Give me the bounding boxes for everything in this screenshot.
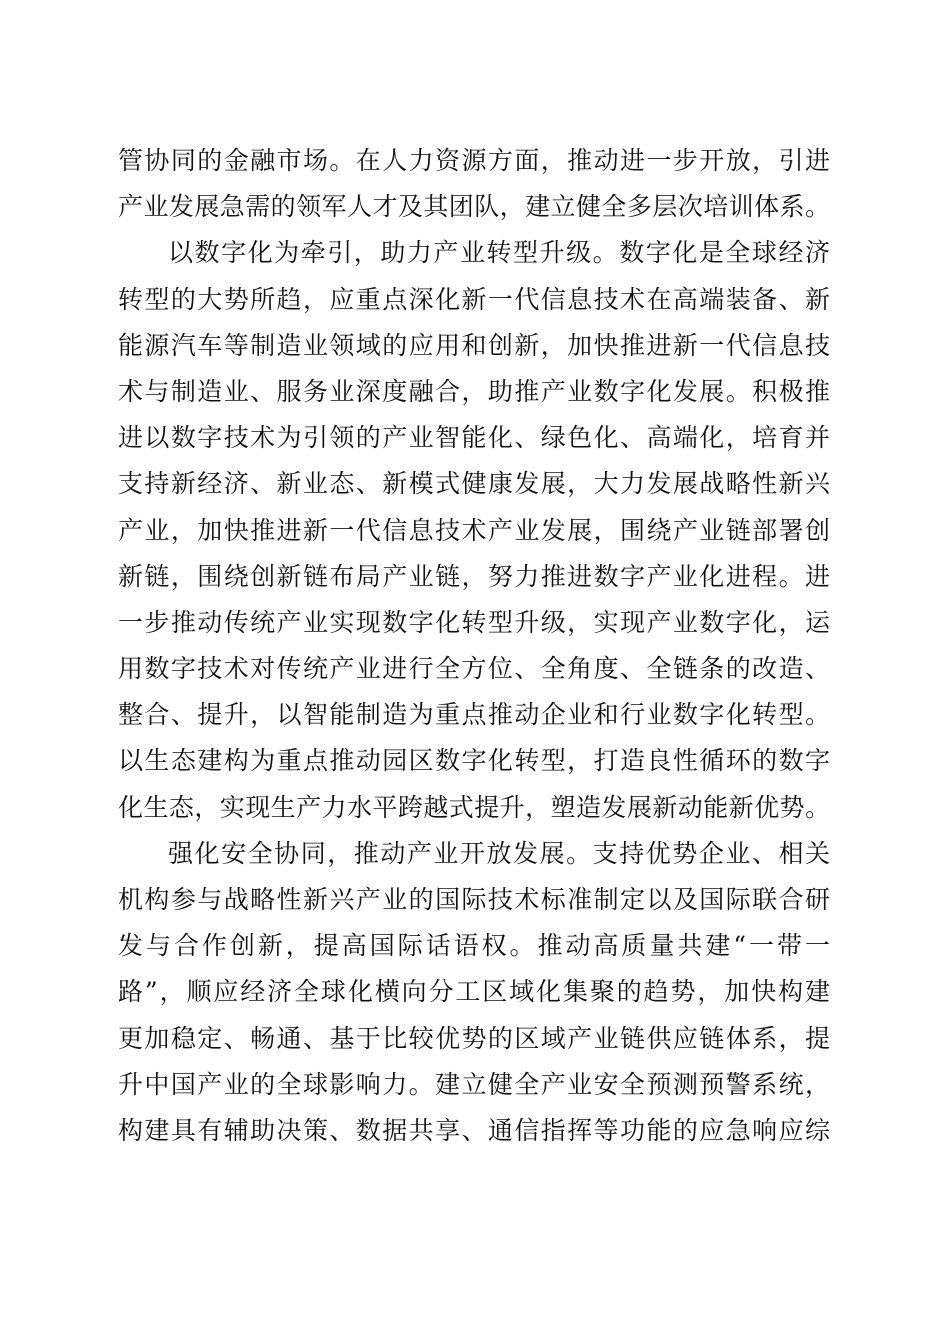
text-line: 发与合作创新，提高国际话语权。推动高质量共建“一带一 xyxy=(118,931,830,961)
text-line: 化生态，实现生产力水平跨越式提升，塑造发展新动能新优势。 xyxy=(118,792,830,822)
text-line: 转型的大势所趋，应重点深化新一代信息技术在高端装备、新 xyxy=(118,284,830,314)
text-line: 机构参与战略性新兴产业的国际技术标准制定以及国际联合研 xyxy=(118,885,830,914)
text-line: 用数字技术对传统产业进行全方位、全角度、全链条的改造、 xyxy=(118,654,830,684)
text-line: 术与制造业、服务业深度融合，助推产业数字化发展。积极推 xyxy=(118,376,830,406)
body-text xyxy=(118,138,830,1154)
paragraph-first-line: 强化安全协同，推动产业开放发展。支持优势企业、相关 xyxy=(168,838,830,868)
text-line: 路”，顺应经济全球化横向分工区域化集聚的趋势，加快构建 xyxy=(118,977,830,1007)
text-line: 升中国产业的全球影响力。建立健全产业安全预测预警系统， xyxy=(118,1069,830,1099)
text-line: 整合、提升，以智能制造为重点推动企业和行业数字化转型。 xyxy=(118,700,830,730)
text-line: 以生态建构为重点推动园区数字化转型，打造良性循环的数字 xyxy=(118,746,830,776)
text-line: 一步推动传统产业实现数字化转型升级，实现产业数字化，运 xyxy=(118,607,830,637)
text-line: 能源汽车等制造业领域的应用和创新，加快推进新一代信息技 xyxy=(118,330,830,360)
text-line: 产业发展急需的领军人才及其团队，建立健全多层次培训体系。 xyxy=(118,192,830,222)
text-line: 新链，围绕创新链布局产业链，努力推进数字产业化进程。进 xyxy=(118,561,830,591)
text-line: 产业，加快推进新一代信息技术产业发展，围绕产业链部署创 xyxy=(118,515,830,545)
text-line: 构建具有辅助决策、数据共享、通信指挥等功能的应急响应综 xyxy=(118,1115,830,1145)
text-line: 进以数字技术为引领的产业智能化、绿色化、高端化，培育并 xyxy=(118,423,830,453)
text-line: 支持新经济、新业态、新模式健康发展，大力发展战略性新兴 xyxy=(118,469,830,499)
text-line: 管协同的金融市场。在人力资源方面，推动进一步开放，引进 xyxy=(118,146,830,175)
text-line: 更加稳定、畅通、基于比较优势的区域产业链供应链体系，提 xyxy=(118,1023,830,1053)
paragraph-first-line: 以数字化为牵引，助力产业转型升级。数字化是全球经济 xyxy=(168,238,830,268)
